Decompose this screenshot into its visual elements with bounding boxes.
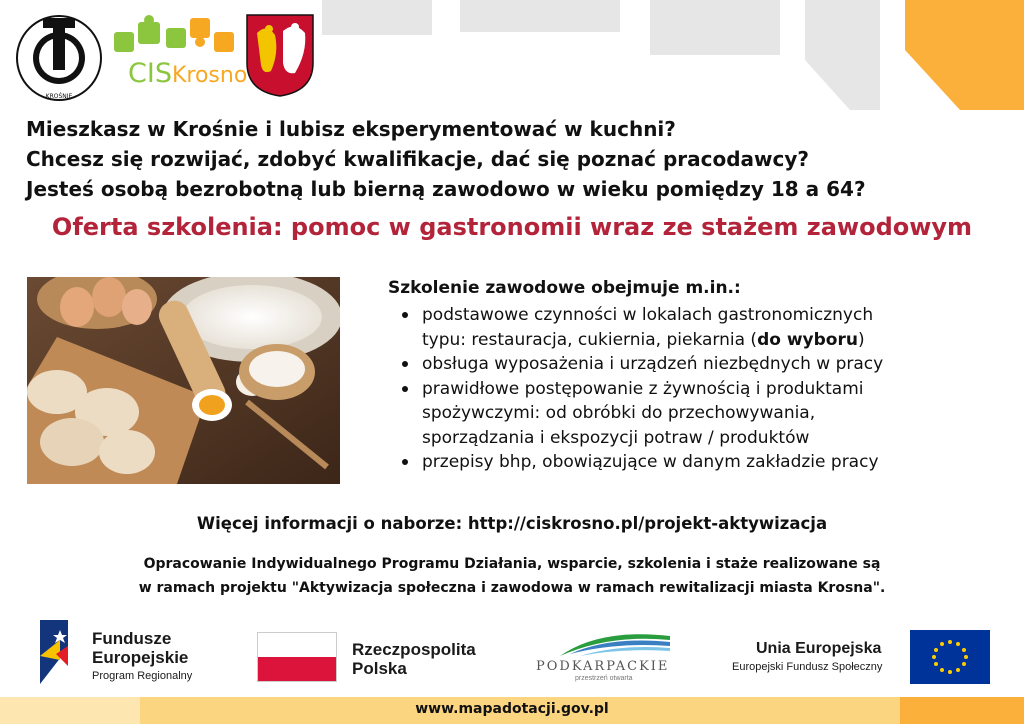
training-heading: Szkolenie zawodowe obejmuje m.in.: (388, 278, 741, 298)
unia-europejska-title: Unia Europejska (756, 640, 882, 657)
item3-line3: sporządzania i ekspozycji potraw / produktów (422, 427, 810, 448)
more-info-link[interactable]: Więcej informacji o naborze: http://ciskrosno.pl/projekt-aktywizacja (196, 514, 828, 533)
krosno-coat-of-arms (245, 13, 315, 98)
cech-logo (15, 14, 103, 102)
question-3: Jesteś osobą bezrobotną lub bierną zawodowo w wieku pomiędzy 18 a 64? (26, 177, 866, 201)
podkarpackie-text: PODKARPACKIE (536, 659, 670, 674)
ciskrosno-logo-text (128, 58, 247, 89)
item1-line2-suffix: ) (857, 329, 865, 350)
podkarpackie-subtitle: przestrzeń otwarta (575, 675, 633, 682)
item1-line2-prefix: typu: restauracja, cukiernia, piekarnia ( (422, 329, 758, 350)
grey-shape-4 (805, 0, 880, 110)
project-line-1: Opracowanie Indywidualnego Programu Działania, wsparcie, szkolenia i staże realizowane są (143, 556, 881, 572)
list-item (400, 303, 960, 352)
item1-bold: do wyboru (757, 329, 858, 350)
polish-flag-icon (257, 632, 337, 682)
item4-text: przepisy bhp, obowiązujące w danym zakładzie pracy (422, 452, 879, 472)
item1-line1: podstawowe czynności w lokalach gastronomicznych (422, 305, 874, 325)
item3-line2: spożywczymi: od obróbki do przechowywania, (422, 403, 816, 423)
podkarpackie-wave-icon (560, 628, 670, 658)
fe-title-2: Europejskie (92, 648, 189, 667)
item3-line1: prawidłowe postępowanie z żywnością i produktami (422, 378, 864, 399)
grey-shape-2 (460, 0, 620, 32)
kitchen-photo (27, 277, 340, 484)
rzeczpospolita-text (352, 640, 476, 678)
fundusze-europejskie-icon (40, 620, 80, 684)
question-1: Mieszkasz w Krośnie i lubisz eksperymentować w kuchni? (26, 117, 676, 141)
eu-flag-icon (910, 630, 990, 684)
offer-title: Oferta szkolenia: pomoc w gastronomii wraz ze stażem zawodowym (51, 213, 973, 241)
grey-shape-1 (322, 0, 432, 35)
unia-europejska-subtitle: Europejski Fundusz Społeczny (732, 661, 883, 673)
svg-text:KROŚNIE: KROŚNIE (45, 93, 73, 100)
fe-title-1: Fundusze (92, 629, 172, 648)
list-item (400, 377, 960, 451)
list-item (400, 352, 960, 377)
question-2: Chcesz się rozwijać, zdobyć kwalifikacje, dać się poznać pracodawcy? (26, 147, 810, 171)
item2-text: obsługa wyposażenia i urządzeń niezbędnych w pracy (422, 354, 884, 374)
krosno-text: Krosno (171, 63, 248, 88)
rp-line-1: Rzeczpospolita (352, 640, 476, 659)
grey-shape-3 (650, 0, 780, 55)
ciskrosno-puzzle-icon (110, 14, 240, 60)
project-line-2: w ramach projektu "Aktywizacja społeczna i zawodowa w ramach rewitalizacji miasta Krosna". (138, 580, 886, 596)
list-item (400, 450, 960, 475)
fundusze-title (92, 629, 188, 667)
fundusze-subtitle: Program Regionalny (92, 670, 193, 682)
footer-url[interactable]: www.mapadotacji.gov.pl (415, 701, 609, 717)
training-list (400, 303, 960, 475)
orange-shape (905, 0, 1024, 110)
rp-line-2: Polska (352, 659, 407, 678)
cis-text: CIS (128, 58, 172, 89)
